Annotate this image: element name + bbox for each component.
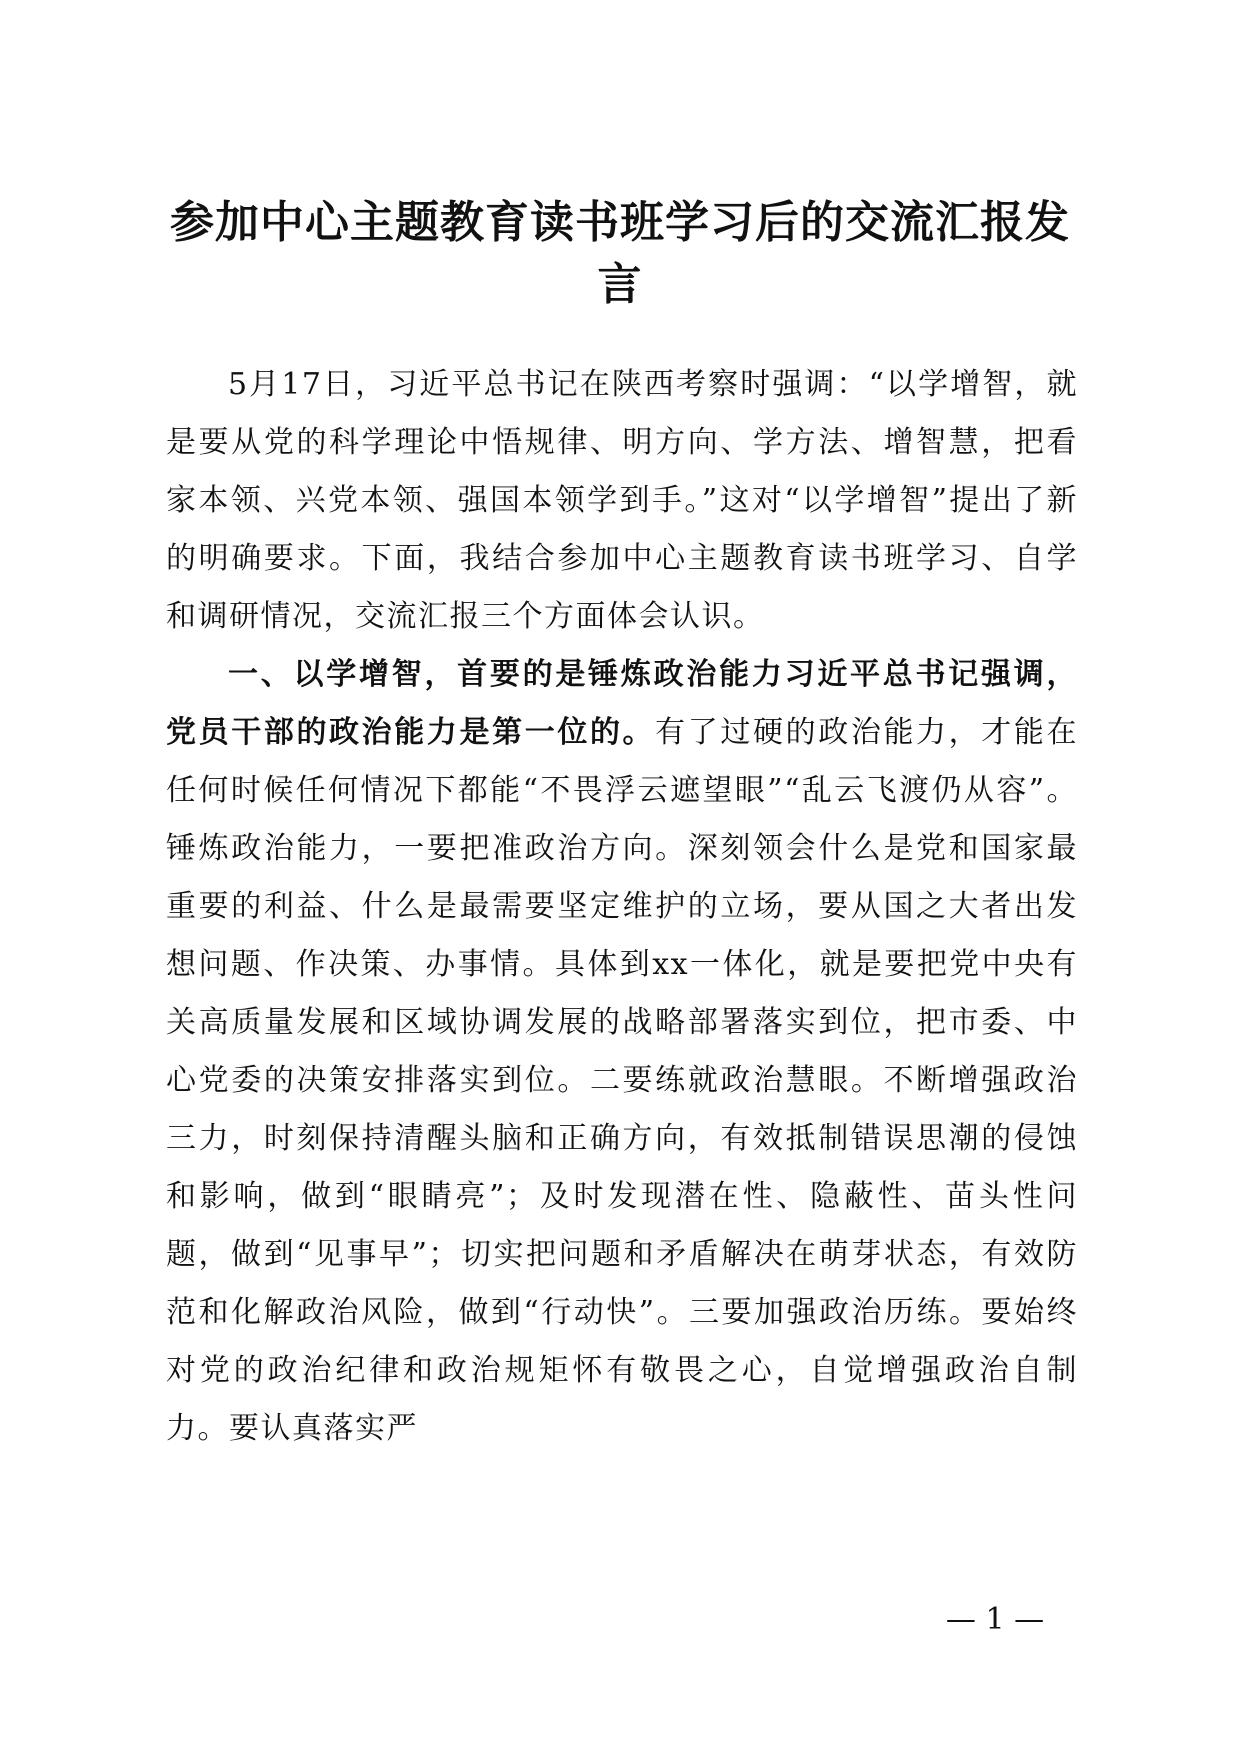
intro-paragraph-text: 5月17日，习近平总书记在陕西考察时强调：“以学增智，就是要从党的科学理论中悟规律、明方向、学方法、增智慧，把看家本领、兴党本领、强国本领学到手。”这对“以学增智”提出了新的明确要求。下面，我结合参加中心主题教育读书班学习、自学和调研情况，交流汇报三个方面体会认识。 <box>166 367 1078 634</box>
page-number: — 1 — <box>945 1602 1045 1637</box>
document-body <box>166 356 1078 1458</box>
section-one-paragraph <box>166 646 1078 1458</box>
document-title: 参加中心主题教育读书班学习后的交流汇报发言 <box>170 197 1070 310</box>
intro-paragraph <box>166 356 1078 646</box>
section-one-heading: 一、以学增智，首要的是锤炼政治能力习近平总书记强调，党员干部的政治能力是第一位的。 <box>166 657 1078 750</box>
section-one-text: 有了过硬的政治能力，才能在任何时候任何情况下都能“不畏浮云遮望眼”“乱云飞渡仍从容”。锤炼政治能力，一要把准政治方向。深刻领会什么是党和国家最重要的利益、什么是最需要坚定维护的立场，要从国之大者出发想问题、作决策、办事情。具体到xx一体化，就是要把党中央有关高质量发展和区域协调发展的战略部署落实到位，把市委、中心党委的决策安排落实到位。二要练就政治慧眼。不断增强政治三力，时刻保持清醒头脑和正确方向，有效抵制错误思潮的侵蚀和影响，做到“眼睛亮”；及时发现潜在性、隐蔽性、苗头性问题，做到“见事早”；切实把问题和矛盾解决在萌芽状态，有效防范和化解政治风险，做到“行动快”。三要加强政治历练。要始终对党的政治纪律和政治规矩怀有敬畏之心，自觉增强政治自制力。要认真落实严 <box>166 715 1079 1446</box>
